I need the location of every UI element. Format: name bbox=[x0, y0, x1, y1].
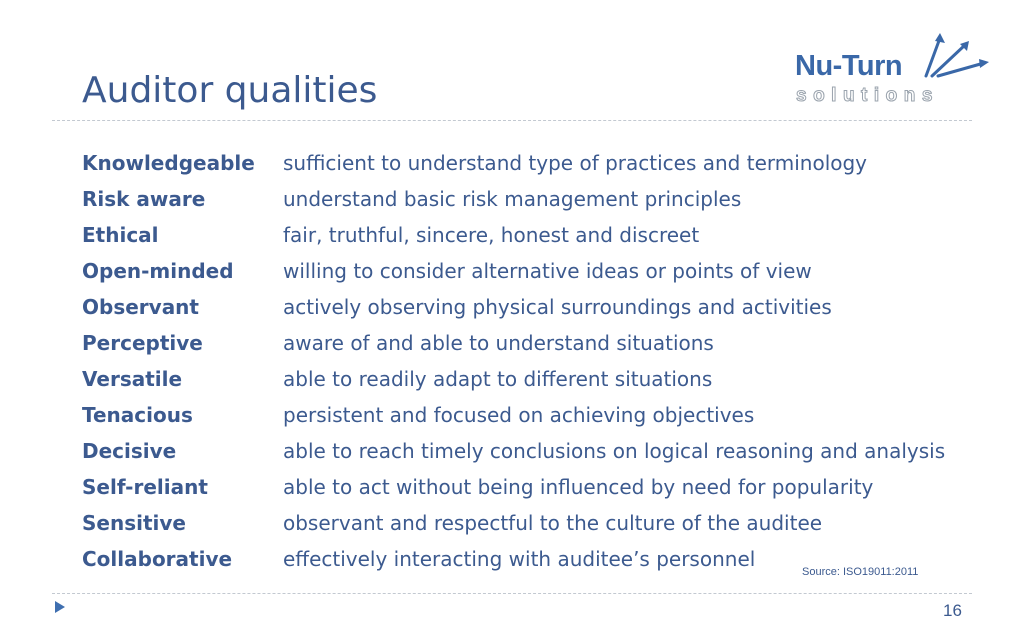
quality-term: Decisive bbox=[82, 439, 177, 463]
quality-description: able to readily adapt to different situations bbox=[283, 367, 713, 391]
quality-row bbox=[82, 145, 945, 181]
slide-title: Auditor qualities bbox=[82, 70, 378, 111]
quality-description: able to act without being influenced by need for popularity bbox=[283, 475, 874, 499]
quality-row bbox=[82, 253, 945, 289]
quality-description: fair, truthful, sincere, honest and discreet bbox=[283, 223, 700, 247]
quality-row bbox=[82, 433, 945, 469]
qualities-table bbox=[82, 145, 945, 577]
top-divider bbox=[52, 120, 972, 121]
quality-description: aware of and able to understand situations bbox=[283, 331, 714, 355]
quality-term: Ethical bbox=[82, 223, 159, 247]
quality-row bbox=[82, 397, 945, 433]
quality-term: Self-reliant bbox=[82, 475, 208, 499]
quality-row bbox=[82, 289, 945, 325]
nu-turn-logo bbox=[795, 32, 995, 112]
play-arrow-icon bbox=[55, 601, 65, 613]
quality-row bbox=[82, 325, 945, 361]
quality-description: sufficient to understand type of practices and terminology bbox=[283, 151, 868, 175]
quality-row bbox=[82, 469, 945, 505]
quality-description: understand basic risk management principles bbox=[283, 187, 742, 211]
quality-description: able to reach timely conclusions on logical reasoning and analysis bbox=[283, 439, 946, 463]
quality-term: Risk aware bbox=[82, 187, 206, 211]
quality-term: Observant bbox=[82, 295, 199, 319]
quality-row bbox=[82, 217, 945, 253]
quality-description: persistent and focused on achieving objectives bbox=[283, 403, 755, 427]
quality-term: Sensitive bbox=[82, 511, 186, 535]
quality-term: Tenacious bbox=[82, 403, 193, 427]
quality-description: actively observing physical surroundings and activities bbox=[283, 295, 832, 319]
source-citation: Source: ISO19011:2011 bbox=[802, 566, 919, 578]
quality-row bbox=[82, 181, 945, 217]
quality-row bbox=[82, 505, 945, 541]
quality-term: Open-minded bbox=[82, 259, 234, 283]
logo-tagline: solutions bbox=[796, 85, 939, 106]
logo-name: Nu-Turn bbox=[795, 50, 903, 82]
quality-description: effectively interacting with auditee’s personnel bbox=[283, 547, 756, 571]
bottom-divider bbox=[52, 593, 972, 594]
quality-term: Knowledgeable bbox=[82, 151, 255, 175]
quality-term: Collaborative bbox=[82, 547, 233, 571]
quality-row bbox=[82, 361, 945, 397]
arrows-icon bbox=[920, 32, 992, 80]
page-number: 16 bbox=[943, 601, 962, 620]
quality-term: Versatile bbox=[82, 367, 183, 391]
quality-description: willing to consider alternative ideas or points of view bbox=[283, 259, 812, 283]
quality-term: Perceptive bbox=[82, 331, 203, 355]
quality-description: observant and respectful to the culture of the auditee bbox=[283, 511, 823, 535]
